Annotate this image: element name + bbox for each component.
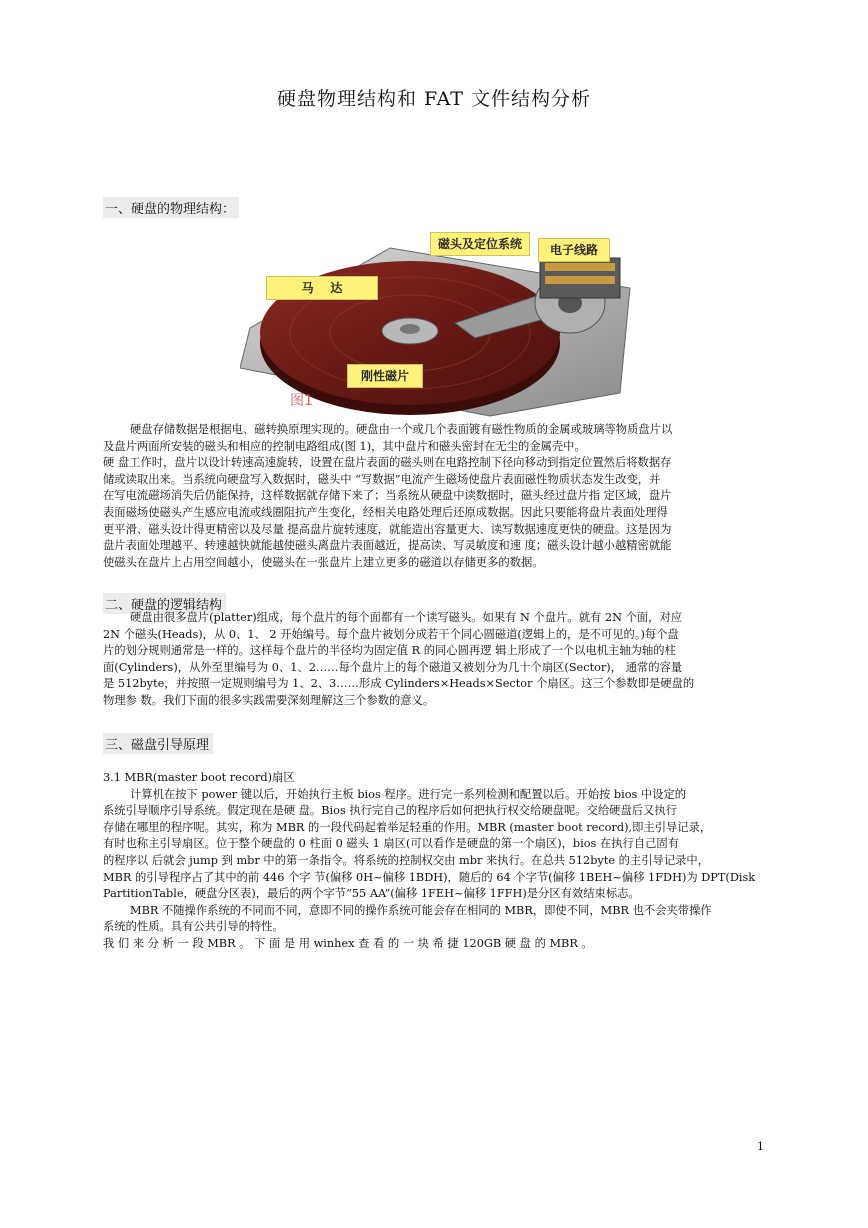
text-line: 使磁头在盘片上占用空间越小，使磁头在一张盘片上建立更多的磁道以存储更多的数据。 [103,555,544,569]
text-line: PartitionTable，硬盘分区表)，最后的两个字节“55 AA”(偏移 1FEH~偏移 1FFH)是分区有效结束标志。 [103,887,640,901]
hard-disk-figure [240,218,634,418]
paragraph-physical-structure [103,422,765,571]
text-line: 盘片表面处理越平、转速越快就能越使磁头离盘片表面越近，提高读、写灵敏度和速 度；磁头设计越小越精密就能 [103,539,672,553]
text-line: 硬 盘工作时，盘片以设计转速高速旋转，设置在盘片表面的磁头则在电路控制下径向移动到指定位置然后将数据存 [103,456,672,470]
paragraph-boot-principle [103,770,765,953]
text-line: 面(Cylinders)，从外至里编号为 0、1、2……每个盘片上的每个磁道又被划分为几十个扇区(Sector)， 通常的容量 [103,660,683,674]
text-line: 表面磁场使磁头产生感应电流或线圈阻抗产生变化，经相关电路处理后还原成数据。因此只要能将盘片表面处理得 [103,505,668,519]
text-line: 储或读取出来。当系统向硬盘写入数据时，磁头中 “写数据”电流产生磁场使盘片表面磁性物质状态发生改变，并 [103,472,661,486]
paragraph-logical-structure [103,610,765,710]
text-line: 我 们 来 分 析 一 段 MBR 。 下 面 是 用 winhex 查 看 的 一 块 希 捷 120GB 硬 盘 的 MBR 。 [103,936,593,950]
section-heading-physical-structure: 一、硬盘的物理结构： [103,197,239,218]
section-heading-logical-structure: 二、硬盘的逻辑结构 [103,593,226,614]
text-line: 有时也称主引导扇区。位于整个硬盘的 0 柱面 0 磁头 1 扇区(可以看作是硬盘的第一个扇区)，bios 在执行自己固有 [103,837,680,851]
text-line: 2N 个磁头(Heads)，从 0、1、 2 开始编号。每个盘片被划分成若干个同心圆磁道(逻辑上的，是不可见的。)每个盘 [103,627,679,641]
text-line: MBR 不随操作系统的不同而不同，意即不同的操作系统可能会存在相同的 MBR，即使不同，MBR 也不会夹带操作 [130,903,712,917]
text-line: MBR 的引导程序占了其中的前 446 个字 节(偏移 0H~偏移 1BDH)，随后的 64 个字节(偏移 1BEH~偏移 1FDH)为 DPT(Disk [103,870,756,884]
text-line: 计算机在按下 power 键以后，开始执行主板 bios 程序。进行完一系列检测和配置以后。开始按 bios 中设定的 [130,787,687,801]
figure-caption: 图1 [290,393,313,409]
callout-electronics: 电子线路 [538,238,610,262]
text-line: 硬盘存储数据是根据电、磁转换原理实现的。硬盘由一个或几个表面镀有磁性物质的金属或玻璃等物质盘片以 [130,423,673,436]
text-line: 3.1 MBR(master boot record)扇区 [103,771,295,784]
callout-rigid-platter: 刚性磁片 [347,364,423,388]
text-line: 更平滑、磁头设计得更精密以及尽量 提高盘片旋转速度，就能造出容量更大、读写数据速度更快的硬盘。这是因为 [103,522,672,536]
text-line: 物理参 数。我们下面的很多实践需要深刻理解这三个参数的意义。 [103,693,435,707]
text-line: 硬盘由很多盘片(platter)组成，每个盘片的每个面都有一个读写磁头。如果有 N 个盘片。就有 2N 个面，对应 [130,611,683,624]
page-title: 硬盘物理结构和 FAT 文件结构分析 [277,88,591,110]
text-line: 在写电流磁场消失后仍能保持，这样数据就存储下来了；当系统从硬盘中读数据时，磁头经过盘片指 定区域，盘片 [103,489,672,503]
text-line: 系统引导顺序引导系统。假定现在是硬 盘。Bios 执行完自己的程序后如何把执行权交给硬盘呢。交给硬盘后又执行 [103,804,677,818]
text-line: 的程序以 后就会 jump 到 mbr 中的第一条指令。将系统的控制权交由 mbr 来执行。在总共 512byte 的主引导记录中， [103,853,710,867]
text-line: 系统的性质。具有公共引导的特性。 [103,920,284,934]
callout-motor: 马 达 [266,276,378,300]
page-number: 1 [757,1140,764,1153]
text-line: 是 512byte，并按照一定规则编号为 1、2、3……形成 Cylinders×Heads×Sector 个扇区。这三个参数即是硬盘的 [103,677,695,691]
callout-head-positioning: 磁头及定位系统 [430,232,530,256]
section-heading-boot-principle: 三、磁盘引导原理 [103,733,213,754]
text-line: 存储在哪里的程序呢。其实，称为 MBR 的一段代码起着举足轻重的作用。MBR (master boot record),即主引导记录， [103,820,712,834]
text-line: 片的划分规则通常是一样的。这样每个盘片的半径均为固定值 R 的同心圆再逻 辑上形成了一个以电机主轴为轴的柱 [103,644,676,658]
text-line: 及盘片两面所安装的磁头和相应的控制电路组成(图 1)，其中盘片和磁头密封在无尘的金属壳中。 [103,439,586,453]
